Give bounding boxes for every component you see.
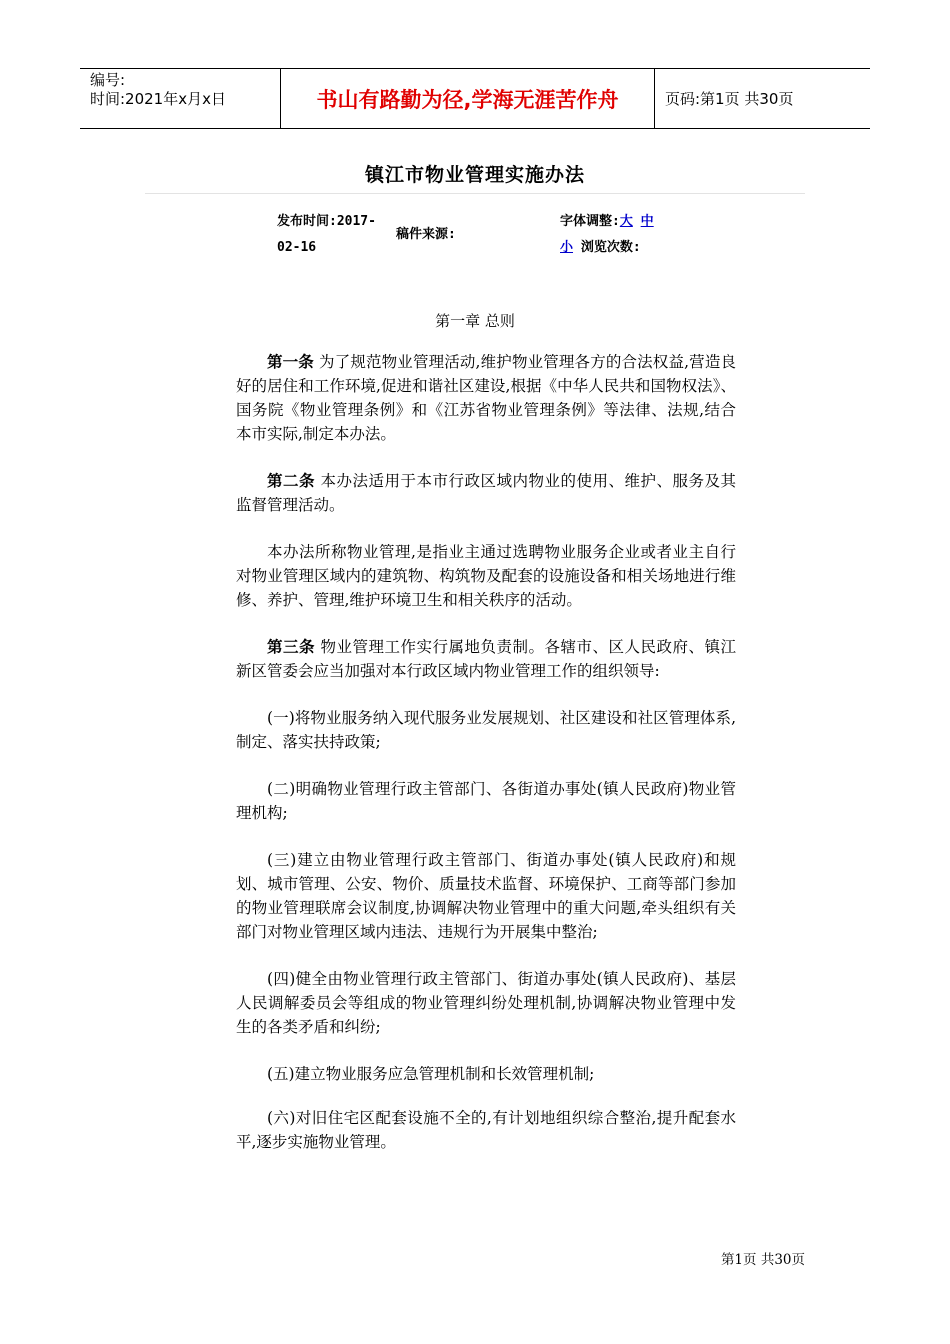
paragraph-text: (二)明确物业管理行政主管部门、各街道办事处(镇人民政府)物业管理机构; (236, 780, 736, 822)
paragraph (236, 635, 736, 683)
source-label: 稿件来源: (396, 227, 456, 242)
paragraph-text: (六)对旧住宅区配套设施不全的,有计划地组织综合整治,提升配套水平,逐步实施物业管理。 (236, 1109, 736, 1151)
document-title: 镇江市物业管理实施办法 (364, 164, 585, 186)
font-adjust-label: 字体调整: (560, 214, 620, 229)
header-slogan: 书山有路勤为径,学海无涯苦作舟 (281, 69, 655, 128)
chapter-heading: 第一章 总则 (435, 312, 515, 330)
paragraph (236, 1062, 736, 1086)
paragraph (236, 469, 736, 517)
article-number: 第二条 (267, 472, 316, 490)
paragraph-text: (五)建立物业服务应急管理机制和长效管理机制; (267, 1065, 595, 1083)
font-large-link[interactable]: 大 (619, 214, 633, 229)
header-left-cell (80, 69, 281, 128)
document-header (80, 68, 870, 129)
number-label: 编号: (90, 71, 126, 89)
article-number: 第一条 (267, 353, 314, 371)
paragraph (236, 350, 736, 446)
header-page-info: 页码:第1页 共30页 (665, 90, 794, 108)
publish-label: 发布时间:2017- (277, 214, 376, 229)
views-label: 浏览次数: (580, 240, 641, 255)
paragraph-text: (四)健全由物业管理行政主管部门、街道办事处(镇人民政府)、基层人民调解委员会等组成的物业管理纠纷处理机制,协调解决物业管理中发生的各类矛盾和纠纷; (236, 970, 736, 1036)
time-label: 时间:2021年x月x日 (90, 90, 226, 108)
footer-page-info: 第1页 共30页 (720, 1252, 805, 1268)
publish-time (277, 209, 387, 261)
paragraph-text: 本办法适用于本市行政区域内物业的使用、维护、服务及其监督管理活动。 (236, 472, 736, 514)
paragraph (236, 1106, 736, 1154)
paragraph-text: (一)将物业服务纳入现代服务业发展规划、社区建设和社区管理体系,制定、落实扶持政策; (236, 709, 736, 751)
paragraph (236, 540, 736, 612)
font-small-link[interactable]: 小 (560, 240, 574, 255)
paragraph (236, 848, 736, 944)
article-number: 第三条 (267, 638, 316, 656)
font-medium-link[interactable]: 中 (640, 214, 654, 229)
paragraph-text: 为了规范物业管理活动,维护物业管理各方的合法权益,营造良好的居住和工作环境,促进和谐社区建设,根据《中华人民共和国物权法》、国务院《物业管理条例》和《江苏省物业管理条例》等法律、法规,结合本市实际,制定本办法。 (236, 353, 736, 443)
paragraph (236, 777, 736, 825)
publish-date: 02-16 (277, 240, 317, 255)
paragraph (236, 706, 736, 754)
article-body (236, 350, 736, 1154)
paragraph-text: 物业管理工作实行属地负责制。各辖市、区人民政府、镇江新区管委会应当加强对本行政区域内物业管理工作的组织领导: (236, 638, 736, 680)
paragraph-text: 本办法所称物业管理,是指业主通过选聘物业服务企业或者业主自行对物业管理区域内的建筑物、构筑物及配套的设施设备和相关场地进行维修、养护、管理,维护环境卫生和相关秩序的活动。 (236, 543, 736, 609)
font-size-controls (560, 209, 680, 261)
paragraph-text: (三)建立由物业管理行政主管部门、街道办事处(镇人民政府)和规划、城市管理、公安、物价、质量技术监督、环境保护、工商等部门参加的物业管理联席会议制度,协调解决物业管理中的重大问题,牵头组织有关部门对物业管理区域内违法、违规行为开展集中整治; (236, 851, 736, 941)
title-divider (145, 193, 805, 194)
paragraph (236, 967, 736, 1039)
